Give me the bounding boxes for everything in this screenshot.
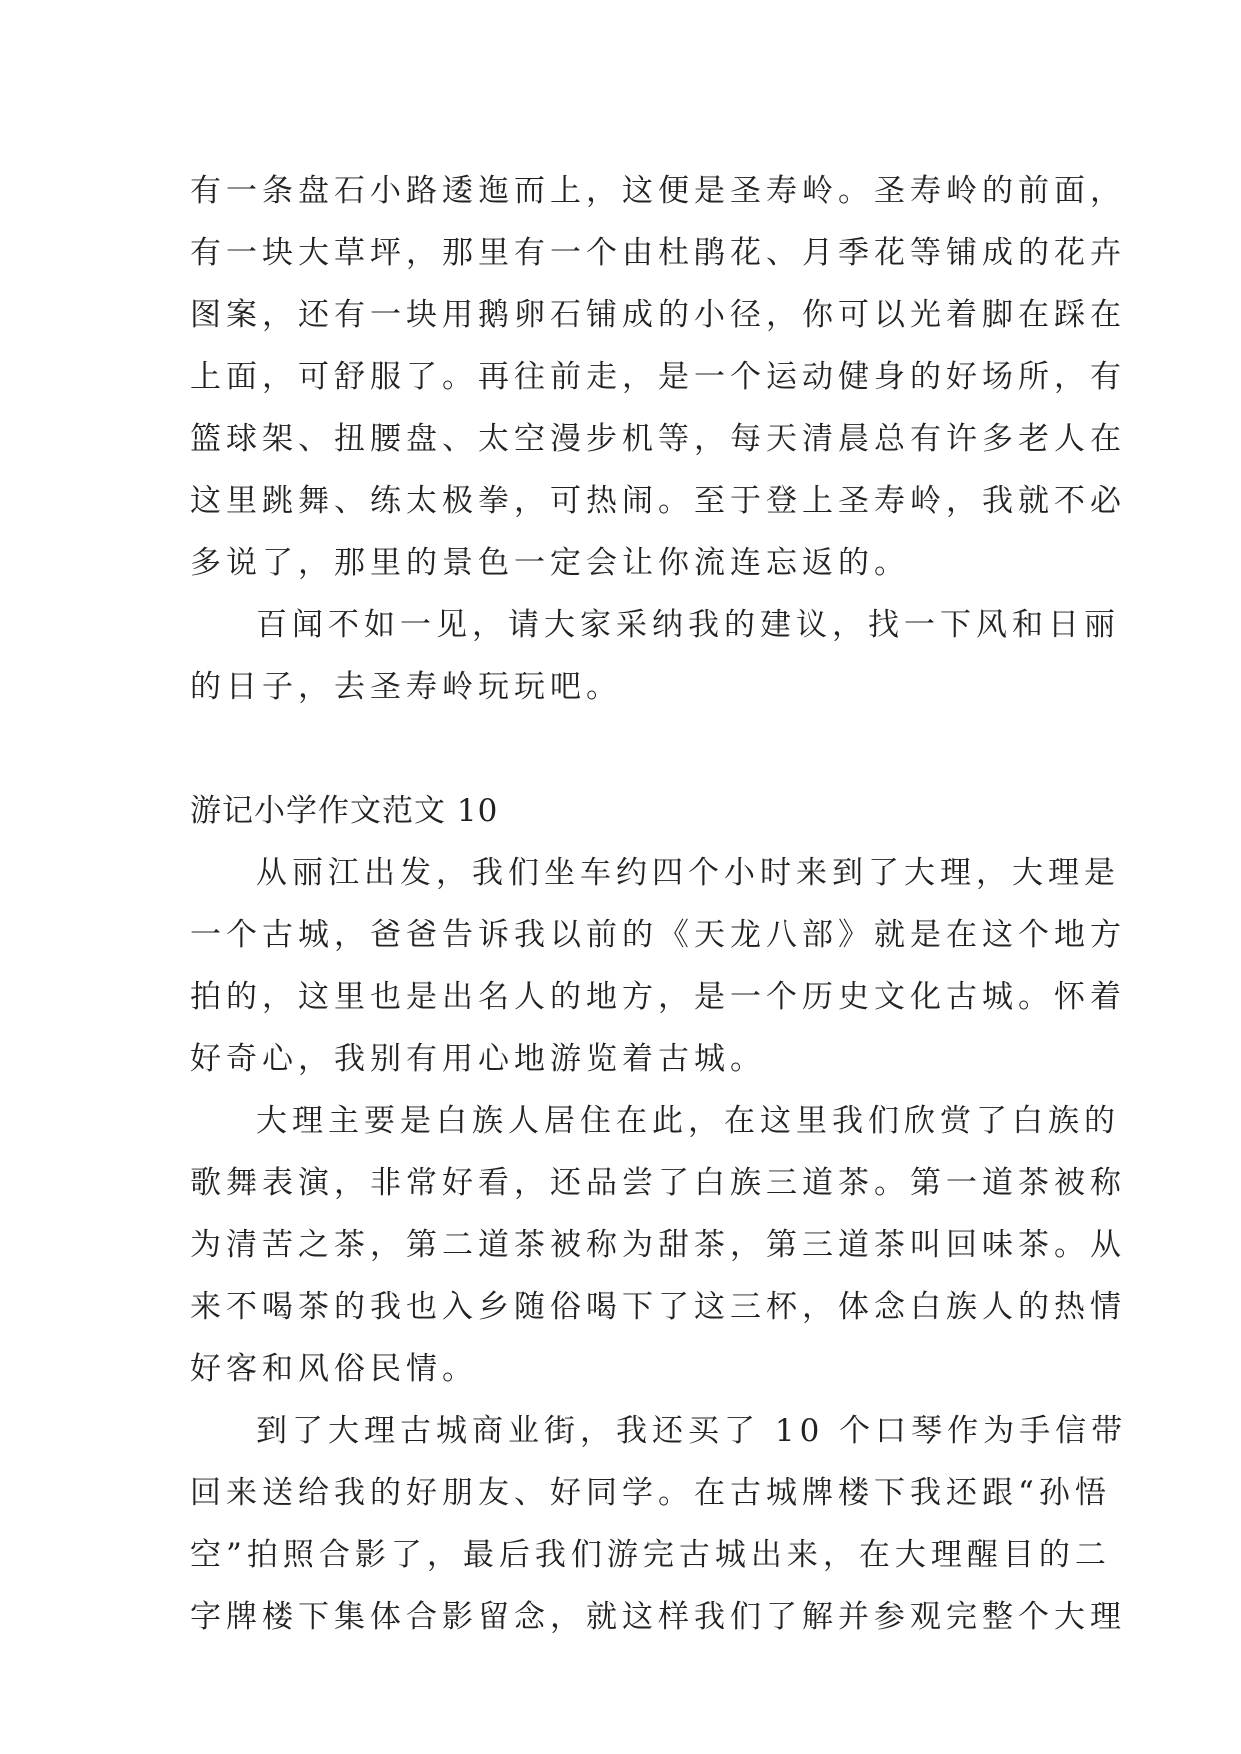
text-line: 歌舞表演，非常好看，还品尝了白族三道茶。第一道茶被称 [190, 1165, 1126, 1201]
text-line: 上面，可舒服了。再往前走，是一个运动健身的好场所，有 [190, 359, 1126, 395]
text-line: 大理主要是白族人居住在此，在这里我们欣赏了白族的 [256, 1103, 1120, 1139]
text-line: 来不喝茶的我也入乡随俗喝下了这三杯，体念白族人的热情 [190, 1289, 1126, 1325]
paragraph-arrival-dali [190, 842, 1126, 1090]
text-line: 这里跳舞、练太极拳，可热闹。至于登上圣寿岭，我就不必 [190, 483, 1126, 519]
text-line: 有一条盘石小路逶迤而上，这便是圣寿岭。圣寿岭的前面， [190, 173, 1126, 209]
section-gap [190, 718, 1060, 780]
paragraph-commercial-street [190, 1400, 1128, 1648]
paragraph-bai-culture [190, 1090, 1126, 1400]
section-title: 游记小学作文范文 10 [190, 793, 499, 829]
text-line: 好奇心，我别有用心地游览着古城。 [190, 1041, 766, 1077]
document-page [190, 160, 1128, 1648]
text-line: 从丽江出发，我们坐车约四个小时来到了大理，大理是 [256, 855, 1120, 891]
text-line: 回来送给我的好朋友、好同学。在古城牌楼下我还跟“孙悟 [190, 1475, 1111, 1511]
text-line: 到了大理古城商业街，我还买了 10 个口琴作为手信带 [256, 1413, 1128, 1449]
text-line: 图案，还有一块用鹅卵石铺成的小径，你可以光着脚在踩在 [190, 297, 1126, 333]
text-line: 拍的，这里也是出名人的地方，是一个历史文化古城。怀着 [190, 979, 1126, 1015]
text-line: 好客和风俗民情。 [190, 1351, 478, 1387]
text-line: 为清苦之茶，第二道茶被称为甜茶，第三道茶叫回味茶。从 [190, 1227, 1126, 1263]
text-line: 有一块大草坪，那里有一个由杜鹃花、月季花等铺成的花卉 [190, 235, 1126, 271]
text-line: 多说了，那里的景色一定会让你流连忘返的。 [190, 545, 910, 581]
text-line: 篮球架、扭腰盘、太空漫步机等，每天清晨总有许多老人在 [190, 421, 1126, 457]
text-line: 一个古城，爸爸告诉我以前的《天龙八部》就是在这个地方 [190, 917, 1126, 953]
paragraph-recommendation [190, 594, 1120, 718]
text-line: 字牌楼下集体合影留念，就这样我们了解并参观完整个大理 [190, 1599, 1126, 1635]
text-line: 空”拍照合影了，最后我们游完古城出来，在大理醒目的二 [190, 1537, 1111, 1573]
paragraph-shengshouling-description [190, 160, 1126, 594]
text-line: 的日子，去圣寿岭玩玩吧。 [190, 669, 622, 705]
text-line: 百闻不如一见，请大家采纳我的建议，找一下风和日丽 [256, 607, 1120, 643]
